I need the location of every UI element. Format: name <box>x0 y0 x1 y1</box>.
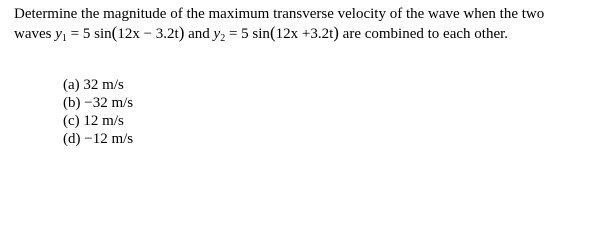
wave-1-equals: = 5 sin <box>66 26 112 42</box>
option-b[interactable]: (b) −32 m/s <box>63 95 134 111</box>
wave-equation-1 <box>55 23 188 44</box>
wave-equation-2 <box>213 23 343 44</box>
wave-1-open-paren: ( <box>111 23 118 42</box>
option-a[interactable]: (a) 32 m/s <box>63 77 124 93</box>
question-line-2 <box>14 24 604 44</box>
question-line-1: Determine the magnitude of the maximum transverse velocity of the wave when the two <box>14 6 545 22</box>
wave-2-argument: 12x +3.2t <box>275 26 334 42</box>
option-c[interactable]: (c) 12 m/s <box>63 113 124 129</box>
wave-2-equals: = 5 sin <box>225 26 270 42</box>
wave-2-subscript: 2 <box>220 33 226 44</box>
wave-1-close-paren: ) <box>178 23 185 42</box>
wave-2-variable: y <box>213 26 221 42</box>
wave-2-open-paren: ( <box>269 23 276 42</box>
option-d[interactable]: (d) −12 m/s <box>63 131 134 147</box>
wave-2-close-paren: ) <box>333 23 339 42</box>
answer-options <box>63 76 133 148</box>
question-text <box>14 4 604 44</box>
wave-1-argument: 12x − 3.2t <box>117 26 179 42</box>
wave-1-variable: y <box>55 26 62 42</box>
wave-1-subscript: 1 <box>61 33 67 44</box>
question-suffix: are combined to each other. <box>342 26 509 42</box>
question-prefix: waves <box>14 26 52 42</box>
connector-and: and <box>188 26 214 42</box>
